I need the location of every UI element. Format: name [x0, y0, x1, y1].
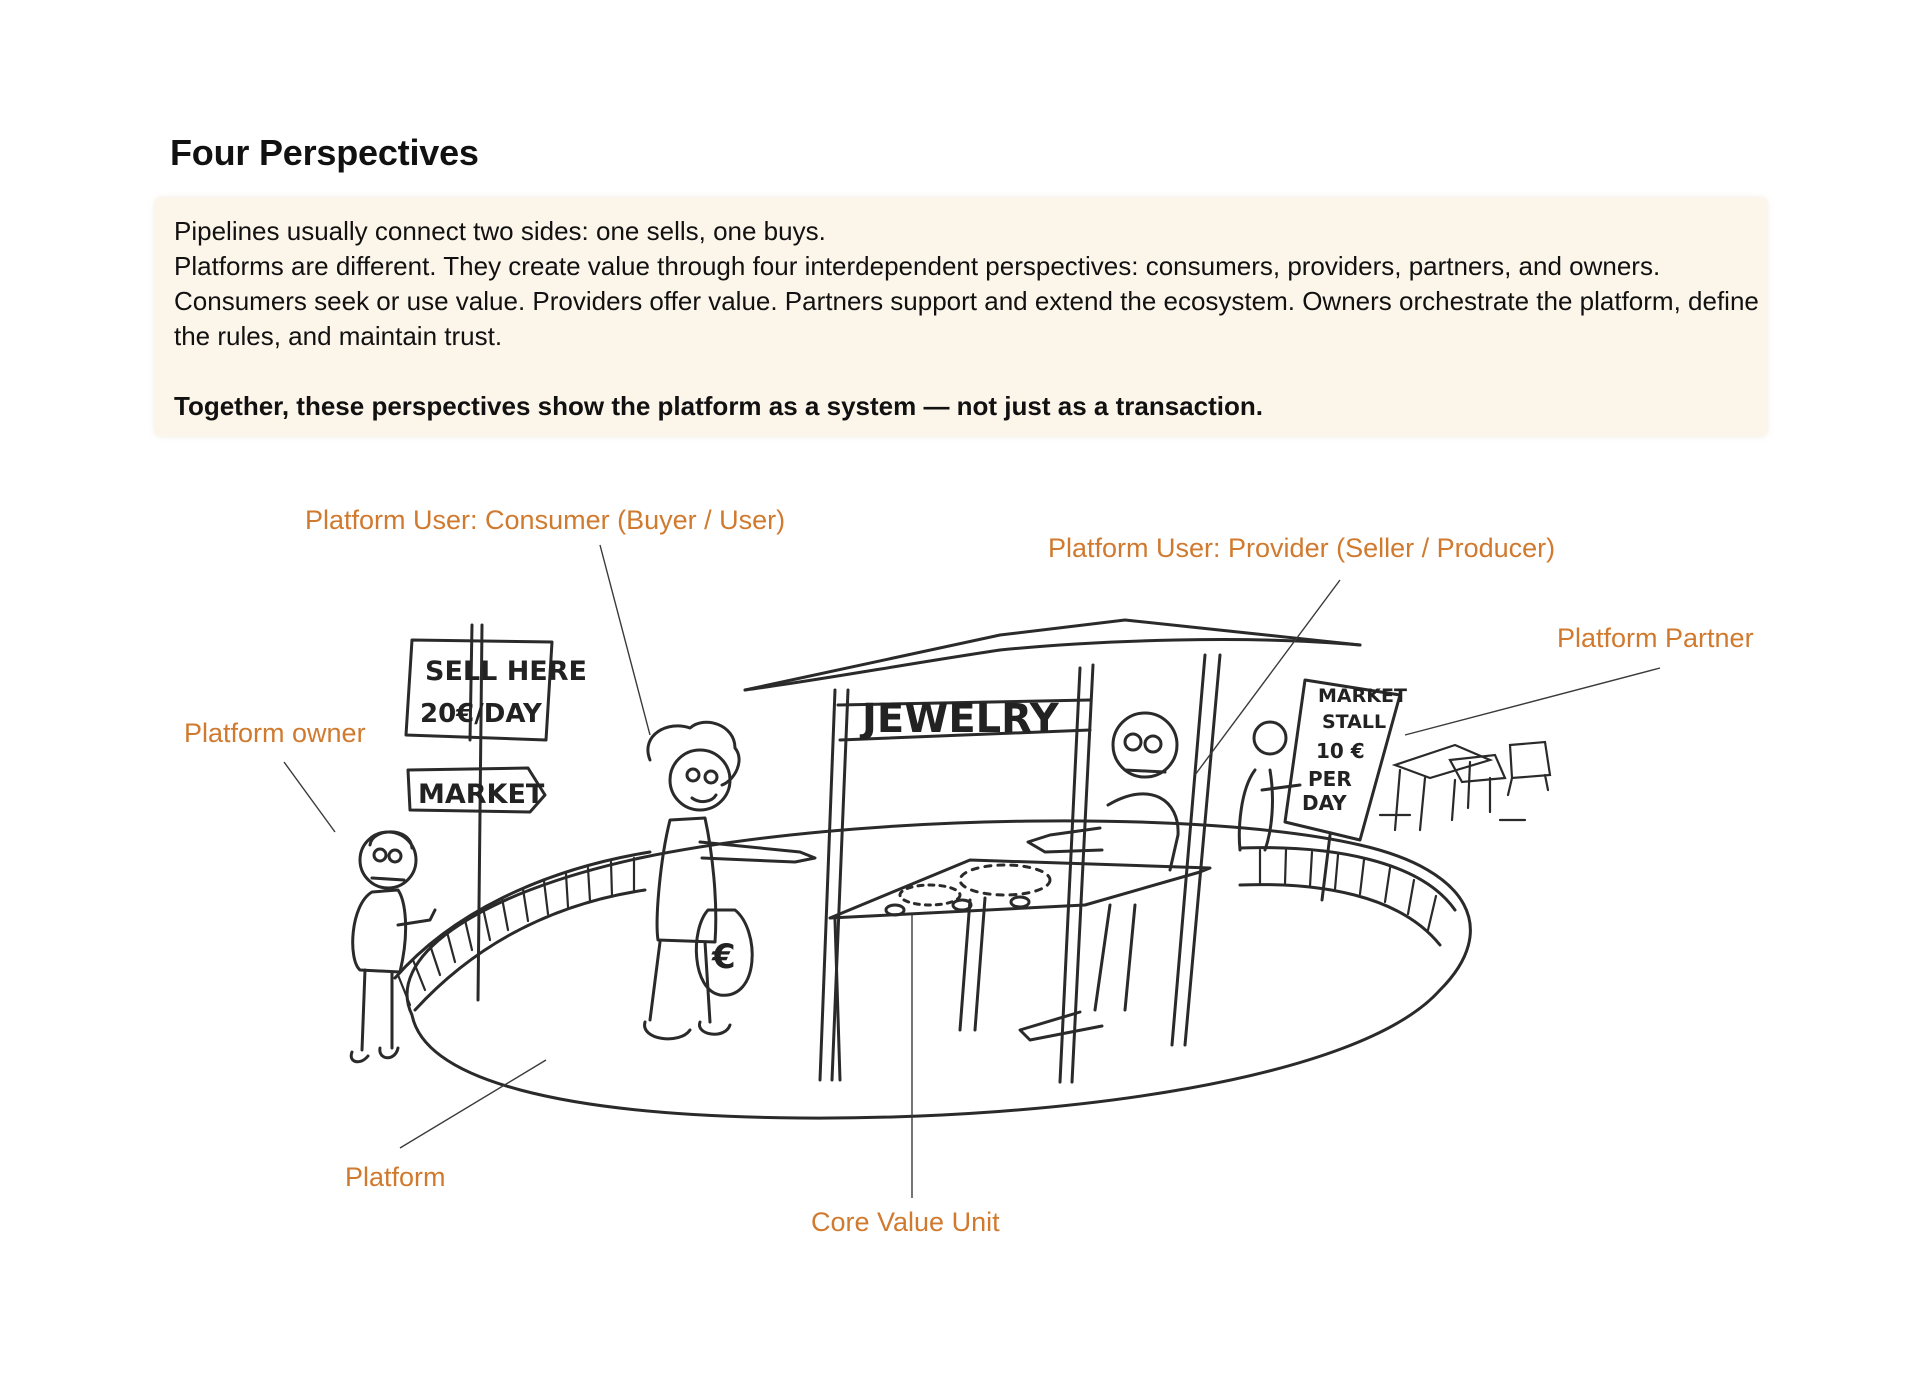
- label-core-value-unit: Core Value Unit: [811, 1207, 1000, 1237]
- market-arrow-sign-text: MARKET: [418, 779, 545, 810]
- provider-figure: [1020, 713, 1178, 1040]
- sell-here-sign-line2: 20€/DAY: [420, 699, 542, 729]
- owner-leader: [284, 762, 335, 832]
- page-title: Four Perspectives: [170, 132, 479, 173]
- partner-sign-line5: DAY: [1302, 791, 1347, 815]
- consumer-figure: [645, 722, 815, 1039]
- right-fence: [1240, 848, 1455, 945]
- owner-figure: [351, 832, 435, 1062]
- consumer-leader: [600, 545, 650, 735]
- intro-emphasis: Together, these perspectives show the platform as a system — not just as a transaction.: [174, 391, 1263, 421]
- money-bag-symbol: €: [712, 937, 736, 977]
- label-consumer: Platform User: Consumer (Buyer / User): [305, 505, 786, 535]
- distant-stalls: [1380, 742, 1550, 830]
- sell-here-sign-line1: SELL HERE: [425, 656, 587, 687]
- partner-sign-line4: PER: [1308, 767, 1352, 791]
- leader-lines: [284, 545, 1660, 1198]
- jewelry-banner: JEWELRY: [862, 696, 1059, 742]
- label-partner: Platform Partner: [1557, 623, 1754, 653]
- partner-sign-line1: MARKET: [1318, 685, 1407, 707]
- intro-paragraph-platforms: Platforms are different. They create value through four interdependent perspectives: consumers, providers, partners, and owners. Consumers seek or use value. Providers offer value. Partners support and extend the ecosystem. Owners orchestrate the platform, define the rules, and maintain trust.: [174, 251, 1759, 351]
- partner-leader: [1405, 668, 1660, 735]
- partner-sign-line3: 10 €: [1316, 739, 1365, 763]
- label-owner: Platform owner: [184, 718, 366, 748]
- partner-sign-line2: STALL: [1322, 711, 1387, 733]
- label-provider: Platform User: Provider (Seller / Producer): [1048, 533, 1556, 563]
- intro-line-pipelines: Pipelines usually connect two sides: one sells, one buys.: [174, 216, 826, 246]
- label-platform: Platform: [345, 1162, 446, 1192]
